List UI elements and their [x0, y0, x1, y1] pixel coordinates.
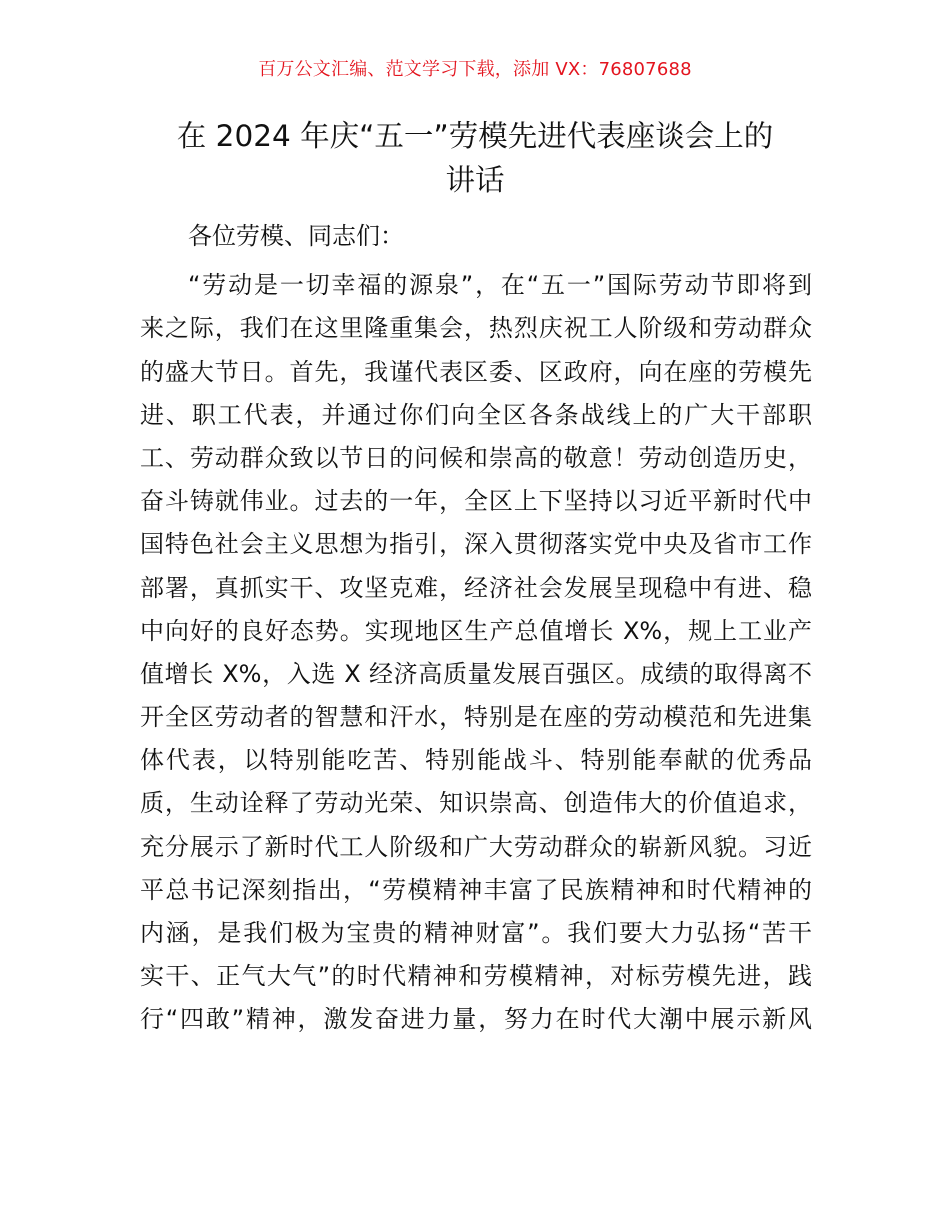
paragraph-line: 行“四敢”精神，激发奋进力量，努力在时代大潮中展示新风 — [140, 1005, 812, 1034]
title-line-1: 在 2024 年庆“五一”劳模先进代表座谈会上的 — [176, 119, 774, 153]
paragraph-line: 部署，真抓实干、攻坚克难，经济社会发展呈现稳中有进、稳 — [140, 573, 812, 602]
paragraph-line: 平总书记深刻指出，“劳模精神丰富了民族精神和时代精神的 — [140, 875, 812, 904]
paragraph-line: 内涵，是我们极为宝贵的精神财富”。我们要大力弘扬“苦干 — [140, 919, 812, 947]
salutation — [140, 215, 812, 258]
watermark-header: 百万公文汇编、范文学习下载，添加 VX：76807688 — [258, 59, 692, 80]
paragraph-line: 工、劳动群众致以节日的问候和崇高的敬意！劳动创造历史， — [140, 443, 812, 472]
paragraph-line: 进、职工代表，并通过你们向全区各条战线上的广大干部职 — [140, 400, 812, 429]
paragraph-line: 来之际，我们在这里隆重集会，热烈庆祝工人阶级和劳动群众 — [140, 314, 812, 343]
salutation-text: 各位劳模、同志们： — [188, 222, 404, 250]
paragraph-line: 中向好的良好态势。实现地区生产总值增长 X%，规上工业产 — [140, 616, 812, 645]
document-body — [140, 215, 812, 1042]
paragraph-line: “劳动是一切幸福的源泉”，在“五一”国际劳动节即将到 — [188, 271, 812, 300]
paragraph-line: 开全区劳动者的智慧和汗水，特别是在座的劳动模范和先进集 — [140, 703, 812, 732]
title-line-2: 讲话 — [445, 163, 505, 197]
paragraph-line: 质，生动诠释了劳动光荣、知识崇高、创造伟大的价值追求， — [140, 789, 812, 818]
paragraph-line: 实干、正气大气”的时代精神和劳模精神，对标劳模先进，践 — [140, 962, 812, 991]
paragraph-line: 值增长 X%，入选 X 经济高质量发展百强区。成绩的取得离不 — [140, 659, 812, 688]
document-title — [140, 114, 810, 202]
paragraph-1 — [140, 264, 812, 1041]
paragraph-line: 奋斗铸就伟业。过去的一年，全区上下坚持以习近平新时代中 — [140, 487, 812, 516]
paragraph-line: 的盛大节日。首先，我谨代表区委、区政府，向在座的劳模先 — [140, 357, 812, 386]
paragraph-line: 体代表，以特别能吃苦、特别能战斗、特别能奉献的优秀品 — [140, 746, 812, 775]
paragraph-line: 充分展示了新时代工人阶级和广大劳动群众的崭新风貌。习近 — [140, 832, 812, 861]
paragraph-line: 国特色社会主义思想为指引，深入贯彻落实党中央及省市工作 — [140, 530, 812, 559]
